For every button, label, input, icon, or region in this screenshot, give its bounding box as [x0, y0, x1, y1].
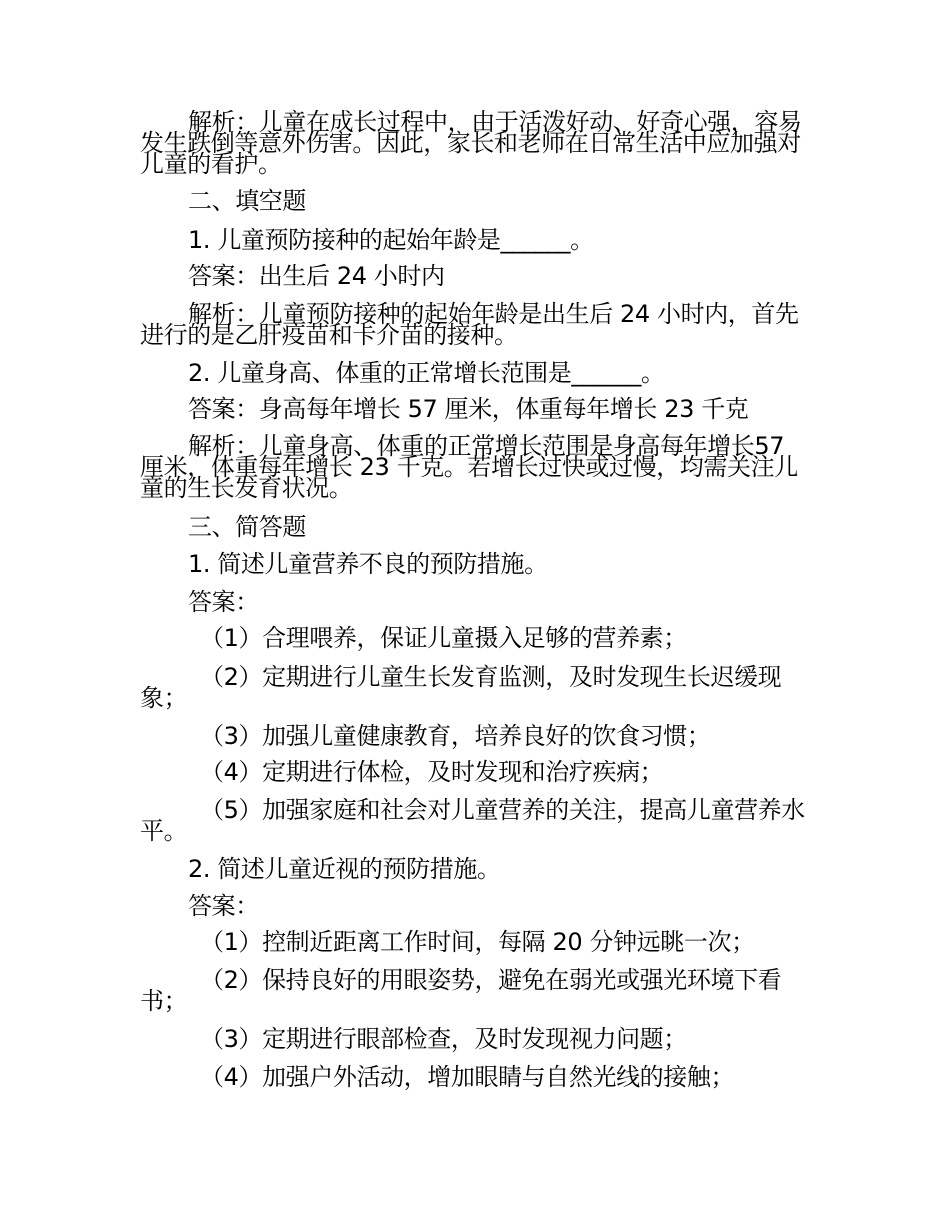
question-2: 2. 儿童身高、体重的正常增长范围是______。: [188, 359, 665, 387]
answer-2: 答案：身高每年增长 57 厘米，体重每年增长 23 千克: [188, 395, 749, 423]
list-item: （2）保持良好的用眼姿势，避免在弱光或强光环境下看书；: [140, 966, 782, 1015]
list-item: （1）合理喂养，保证儿童摄入足够的营养素；: [200, 624, 687, 652]
list-item: （4）定期进行体检，及时发现和治疗疾病；: [200, 758, 664, 786]
list-item: （3）定期进行眼部检查，及时发现视力问题；: [200, 1025, 687, 1053]
analysis-1: 解析：儿童预防接种的起始年龄是出生后 24 小时内，首先进行的是乙肝疫苗和卡介苗的接种。: [140, 300, 799, 349]
question-1: 1. 儿童预防接种的起始年龄是______。: [188, 226, 594, 254]
list-item: （2）定期进行儿童生长发育监测，及时发现生长迟缓现象；: [140, 663, 782, 712]
short-answer-2-label: 答案：: [188, 892, 259, 920]
short-question-1: 1. 简述儿童营养不良的预防措施。: [188, 550, 548, 578]
list-item: （5）加强家庭和社会对儿童营养的关注，提高儿童营养水平。: [140, 796, 805, 845]
answer-1: 答案：出生后 24 小时内: [188, 262, 445, 290]
section-title-short-answer: 三、简答题: [188, 513, 306, 541]
list-item: （4）加强户外活动，增加眼睛与自然光线的接触；: [200, 1063, 735, 1091]
section-title-fill-in: 二、填空题: [188, 187, 306, 215]
analysis-2: 解析：儿童身高、体重的正常增长范围是身高每年增长57 厘米，体重每年增长 23 千克。若增长过快或过慢，均需关注儿童的生长发育状况。: [140, 432, 798, 502]
analysis-paragraph: 解析：儿童在成长过程中，由于活泼好动、好奇心强，容易发生跌倒等意外伤害。因此，家长和老师在日常生活中应加强对儿童的看护。: [140, 108, 802, 178]
list-item: （3）加强儿童健康教育，培养良好的饮食习惯；: [200, 722, 711, 750]
short-answer-1-label: 答案：: [188, 588, 259, 616]
short-question-2: 2. 简述儿童近视的预防措施。: [188, 855, 501, 883]
list-item: （1）控制近距离工作时间，每隔 20 分钟远眺一次；: [200, 928, 755, 956]
